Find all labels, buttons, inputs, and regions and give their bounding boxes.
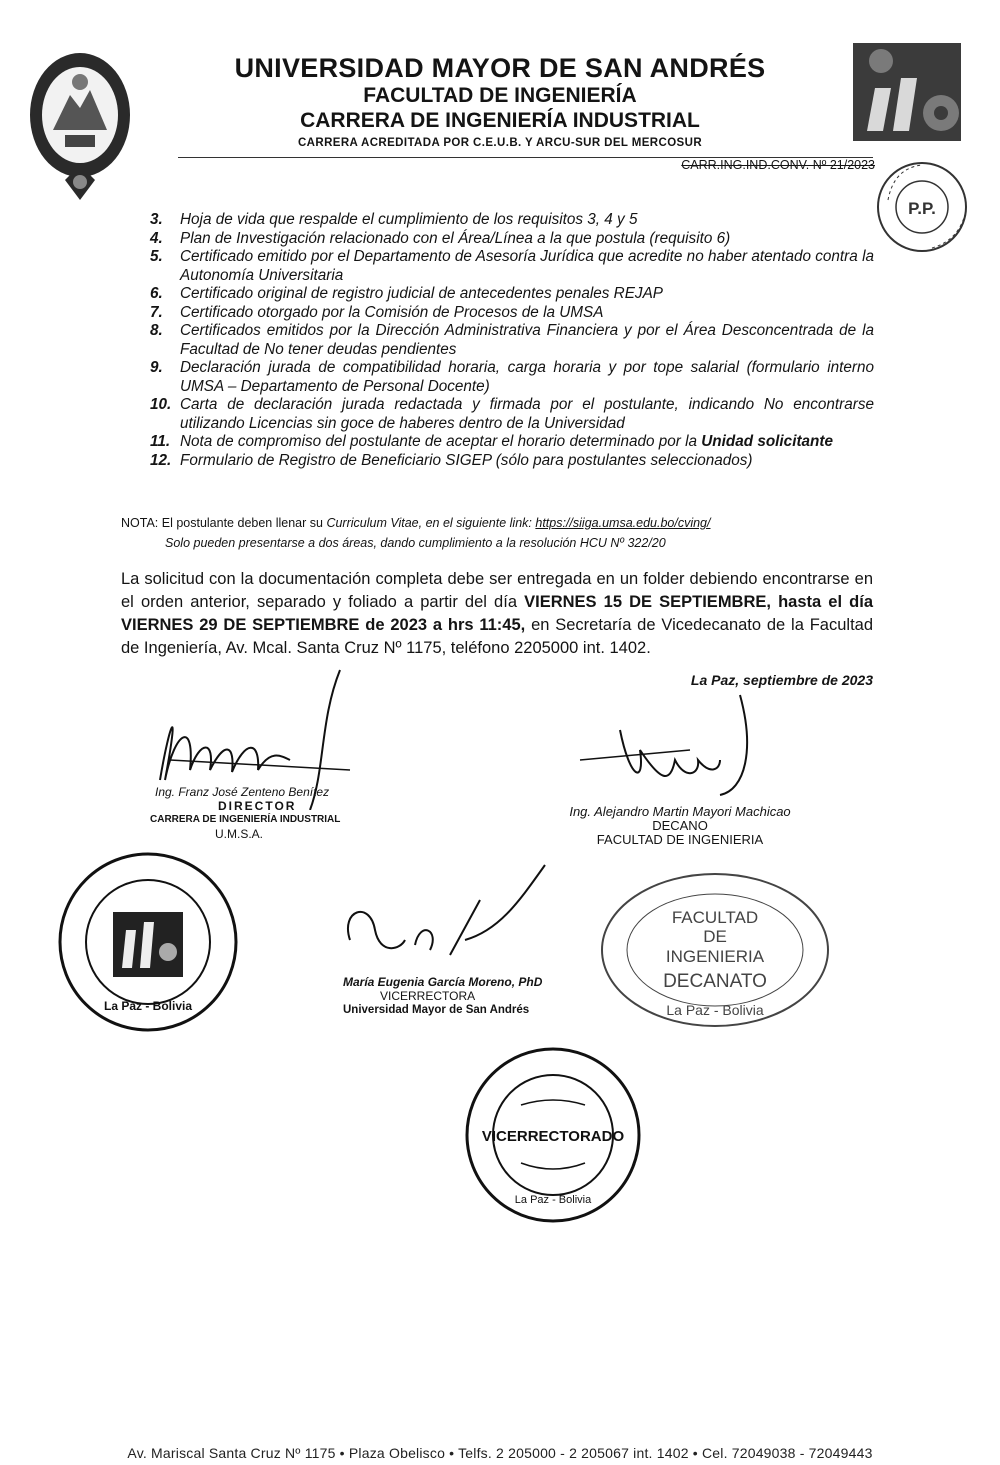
pp-stamp-center: P.P.: [908, 199, 936, 218]
requirement-number: 6.: [150, 285, 163, 302]
faculty-name: FACULTAD DE INGENIERÍA: [363, 84, 637, 107]
para-text-1: La solicitud con la documentación completa debe ser entregada en un folder debiendo encontrarse en el orden anterior, separado y foliado a partir del día: [121, 570, 873, 611]
dean-block: [565, 805, 795, 847]
requirement-number: 5.: [150, 248, 163, 265]
requirement-number: 7.: [150, 303, 163, 321]
requirement-item: [150, 285, 874, 304]
dean-unit: FACULTAD DE INGENIERIA: [596, 832, 764, 847]
vicerector-signature: [330, 860, 560, 980]
document-citation: CARR.ING.IND.CONV. Nº 21/2023: [681, 158, 875, 172]
requirement-text: Nota de compromiso del postulante de aceptar el horario determinado por la: [180, 433, 702, 450]
vicerrectorado-stamp: [463, 1045, 643, 1225]
note-block: [121, 513, 881, 553]
requirement-item: [150, 211, 874, 230]
requirement-item: [150, 248, 874, 285]
para-text-2: en Secretaría de Vicedecanato de la Facultad de Ingeniería, Av. Mcal. Santa Cruz Nº 1175, teléfono 2205000 int. 1402.: [121, 616, 874, 657]
university-name: UNIVERSIDAD MAYOR DE SAN ANDRÉS: [234, 53, 766, 83]
note-line2: Solo pueden presentarse a dos áreas, dando cumplimiento a la resolución HCU Nº 322/20: [165, 536, 666, 550]
vicerrectorado-place: La Paz - Bolivia: [514, 1194, 592, 1206]
requirement-item: [150, 230, 874, 249]
vicerector-role: VICERRECTORA: [380, 989, 476, 1003]
requirement-item: [150, 304, 874, 323]
dean-signature: [570, 690, 770, 800]
director-role: DIRECTOR: [218, 799, 297, 813]
requirement-bold: Unidad solicitante: [701, 433, 833, 450]
requirement-text: Plan de Investigación relacionado con el Área/Línea a la que postula (requisito 6): [180, 229, 731, 247]
vicerector-block: [343, 975, 543, 1017]
requirement-number: 3.: [150, 211, 163, 228]
requirement-text: Declaración jurada de compatibilidad horaria, carga horaria y por tope salarial (formulario interno UMSA – Departamento de Personal Docente): [180, 359, 874, 395]
decanato-l2: DE: [703, 927, 727, 946]
dean-role: DECANO: [652, 818, 708, 833]
requirements-list: [150, 211, 874, 470]
dean-name: Ing. Alejandro Martin Mayori Machicao: [569, 804, 791, 819]
decanato-l3: INGENIERIA: [665, 947, 765, 966]
requirement-item: [150, 452, 874, 471]
decanato-l4: DECANATO: [663, 971, 767, 992]
vicerector-name: María Eugenia García Moreno, PhD: [343, 975, 543, 989]
requirement-item: [150, 396, 874, 433]
requirement-text: Certificado emitido por el Departamento de Asesoría Jurídica que acredite no haber atentado contra la Autonomía Universitaria: [180, 248, 874, 284]
director-block: [150, 785, 360, 841]
requirement-text: Certificado otorgado por la Comisión de Procesos de la UMSA: [180, 303, 604, 321]
requirement-number: 11.: [150, 433, 171, 450]
document-date: La Paz, septiembre de 2023: [690, 672, 873, 688]
requirement-text: Certificados emitidos por la Dirección Administrativa Financiera y por el Área Desconcentrada de la Facultad de No tener deudas pendientes: [180, 322, 874, 358]
accreditation-line: CARRERA ACREDITADA POR C.E.U.B. Y ARCU-SUR DEL MERCOSUR: [297, 137, 703, 149]
requirement-text: Carta de declaración jurada redactada y firmada por el postulante, indicando No encontrarse utilizando Licencias sin goce de haberes dentro de la Universidad: [180, 396, 874, 432]
requirement-number: 12.: [150, 451, 172, 469]
pp-vicerrectorado-stamp: [872, 160, 972, 255]
industrial-stamp-place: La Paz - Bolivia: [103, 999, 193, 1013]
requirement-text: Formulario de Registro de Beneficiario SIGEP (sólo para postulantes seleccionados): [180, 451, 753, 469]
requirement-item: [150, 322, 874, 359]
note-cv: Curriculum Vitae: [326, 516, 419, 530]
requirement-text: Hoja de vida que respalde el cumplimiento de los requisitos 3, 4 y 5: [180, 211, 638, 228]
requirement-number: 10.: [150, 396, 172, 413]
director-org: U.M.S.A.: [215, 827, 264, 841]
vicerrectorado-center: VICERRECTORADO: [481, 1128, 625, 1145]
director-unit: CARRERA DE INGENIERÍA INDUSTRIAL: [150, 814, 341, 825]
note-mid: , en el siguiente link:: [418, 516, 536, 530]
decanato-place: La Paz - Bolivia: [666, 1002, 764, 1018]
requirement-item: [150, 359, 874, 396]
industrial-career-stamp: [48, 850, 248, 1035]
requirement-number: 8.: [150, 322, 163, 339]
vicerector-unit: Universidad Mayor de San Andrés: [343, 1004, 530, 1016]
note-prefix: NOTA: El postulante deben llenar su: [121, 516, 327, 530]
page-footer: Av. Mariscal Santa Cruz Nº 1175 • Plaza Obelisco • Telfs. 2 205000 - 2 205067 int. 1402 • Cel. 72049038 - 72049443: [127, 1445, 873, 1461]
requirement-number: 4.: [150, 229, 163, 247]
requirement-text: Certificado original de registro judicial de antecedentes penales REJAP: [180, 285, 663, 302]
submission-paragraph: [121, 568, 873, 660]
career-name: CARRERA DE INGENIERÍA INDUSTRIAL: [300, 109, 700, 132]
para-dates: VIERNES 15 DE SEPTIEMBRE, hasta el día VIERNES 29 DE SEPTIEMBRE de 2023 a hrs 11:45,: [121, 593, 873, 634]
requirement-item: [150, 433, 874, 452]
decanato-stamp: [598, 870, 833, 1030]
cv-link[interactable]: https://siiga.umsa.edu.bo/cving/: [535, 516, 711, 530]
decanato-l1: FACULTAD: [671, 908, 759, 927]
requirement-number: 9.: [150, 359, 163, 376]
director-name: Ing. Franz José Zenteno Benítez: [155, 785, 330, 799]
